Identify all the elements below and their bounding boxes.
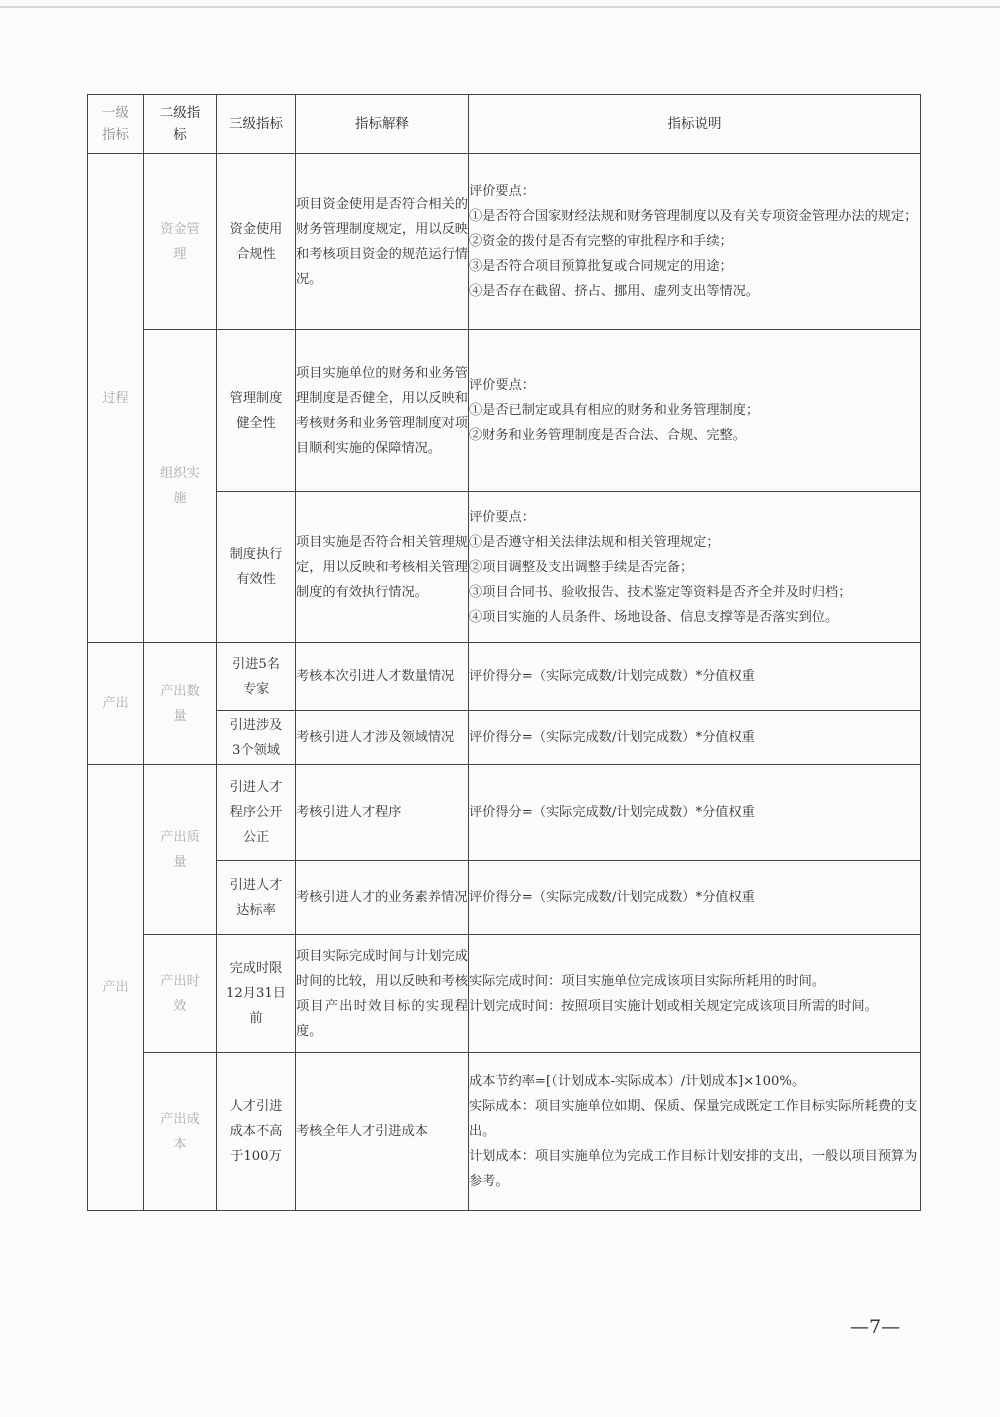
desc-line: 评价要点： [469,509,535,525]
explanation-system-exec: 项目实施是否符合相关管理规定，用以反映和考核相关管理制度的有效执行情况。 [296,492,469,643]
table-row [88,154,921,330]
desc-line: ②资金的拨付是否有完整的审批程序和手续； [469,234,733,249]
desc-line: ④项目实施的人员条件、场地设备、信息支撑等是否落实到位。 [469,609,839,625]
description-procedure: 评价得分=（实际完成数/计划完成数）*分值权重 [469,765,921,861]
description-standard: 评价得分=（实际完成数/计划完成数）*分值权重 [469,861,921,935]
level3-system-exec: 制度执行有效性 [217,492,296,643]
desc-line: ③项目合同书、验收报告、技术鉴定等资料是否齐全并及时归档； [469,584,852,600]
desc-line: 计划完成时间：按照项目实施计划或相关规定完成该项目所需的时间。 [469,998,878,1014]
description-fund-compliance [469,154,921,330]
explanation-fields: 考核引进人才涉及领域情况 [296,711,469,765]
description-fields: 评价得分=（实际完成数/计划完成数）*分值权重 [469,711,921,765]
level3-experts: 引进5名专家 [217,643,296,711]
explanation-standard: 考核引进人才的业务素养情况 [296,861,469,935]
explanation-cost: 考核全年人才引进成本 [296,1053,469,1211]
header-level2: 二级指标 [144,95,217,154]
table-row [88,935,921,1053]
desc-line: ④是否存在截留、挤占、挪用、虚列支出等情况。 [469,284,760,299]
level3-standard: 引进人才达标率 [217,861,296,935]
level2-output-time: 产出时效 [144,935,217,1053]
desc-line: ②财务和业务管理制度是否合法、合规、完整。 [469,428,746,443]
desc-line: 实际完成时间：项目实施单位完成该项目实际所耗用的时间。 [469,973,826,989]
indicator-table [87,94,921,1211]
level1-process: 过程 [88,154,144,643]
table-row [88,643,921,711]
desc-line: ③是否符合项目预算批复或合同规定的用途； [469,259,733,274]
description-system-exec [469,492,921,643]
level3-fields: 引进涉及3个领域 [217,711,296,765]
level3-fund-compliance: 资金使用合规性 [217,154,296,330]
desc-line: 成本节约率=[（计划成本-实际成本）/计划成本]×100%。 [469,1074,806,1089]
desc-line: 评价要点： [469,378,535,393]
level3-cost: 人才引进成本不高于100万 [217,1053,296,1211]
table-row [88,330,921,492]
desc-line: 实际成本：项目实施单位如期、保质、保量完成既定工作目标实际所耗费的支出。 [469,1099,918,1139]
desc-line: 评价要点： [469,184,535,199]
explanation-experts: 考核本次引进人才数量情况 [296,643,469,711]
table-row [88,1053,921,1211]
level2-output-qty: 产出数量 [144,643,217,765]
header-explanation: 指标解释 [296,95,469,154]
desc-line: ①是否符合国家财经法规和财务管理制度以及有关专项资金管理办法的规定； [469,209,918,224]
level3-deadline: 完成时限12月31日前 [217,935,296,1053]
description-deadline [469,935,921,1053]
header-level1: 一级指标 [88,95,144,154]
desc-line: 计划成本：项目实施单位为完成工作目标计划安排的支出，一般以项目预算为参考。 [469,1149,918,1189]
explanation-mgmt-system: 项目实施单位的财务和业务管理制度是否健全，用以反映和考核财务和业务管理制度对项目顺利实施的保障情况。 [296,330,469,492]
description-cost [469,1053,921,1211]
header-description: 指标说明 [469,95,921,154]
level2-output-quality: 产出质量 [144,765,217,935]
level2-output-cost: 产出成本 [144,1053,217,1211]
table-header-row [88,95,921,154]
level1-output-a: 产出 [88,643,144,765]
scan-edge-line [0,6,1000,8]
description-mgmt-system [469,330,921,492]
description-experts: 评价得分=（实际完成数/计划完成数）*分值权重 [469,643,921,711]
explanation-fund-compliance: 项目资金使用是否符合相关的财务管理制度规定，用以反映和考核项目资金的规范运行情况。 [296,154,469,330]
page-number: —7— [850,1316,901,1338]
desc-line: ②项目调整及支出调整手续是否完备； [469,559,694,575]
level3-mgmt-system: 管理制度健全性 [217,330,296,492]
level2-fund-mgmt: 资金管理 [144,154,217,330]
indicator-table-container [87,94,921,1211]
header-level3: 三级指标 [217,95,296,154]
explanation-procedure: 考核引进人才程序 [296,765,469,861]
level2-org-impl: 组织实施 [144,330,217,643]
table-row [88,765,921,861]
desc-line: ①是否已制定或具有相应的财务和业务管理制度； [469,403,760,418]
level1-output-b: 产出 [88,765,144,1211]
desc-line: ①是否遵守相关法律法规和相关管理规定； [469,534,720,550]
explanation-deadline: 项目实际完成时间与计划完成时间的比较，用以反映和考核项目产出时效目标的实现程度。 [296,935,469,1053]
level3-procedure: 引进人才程序公开公正 [217,765,296,861]
